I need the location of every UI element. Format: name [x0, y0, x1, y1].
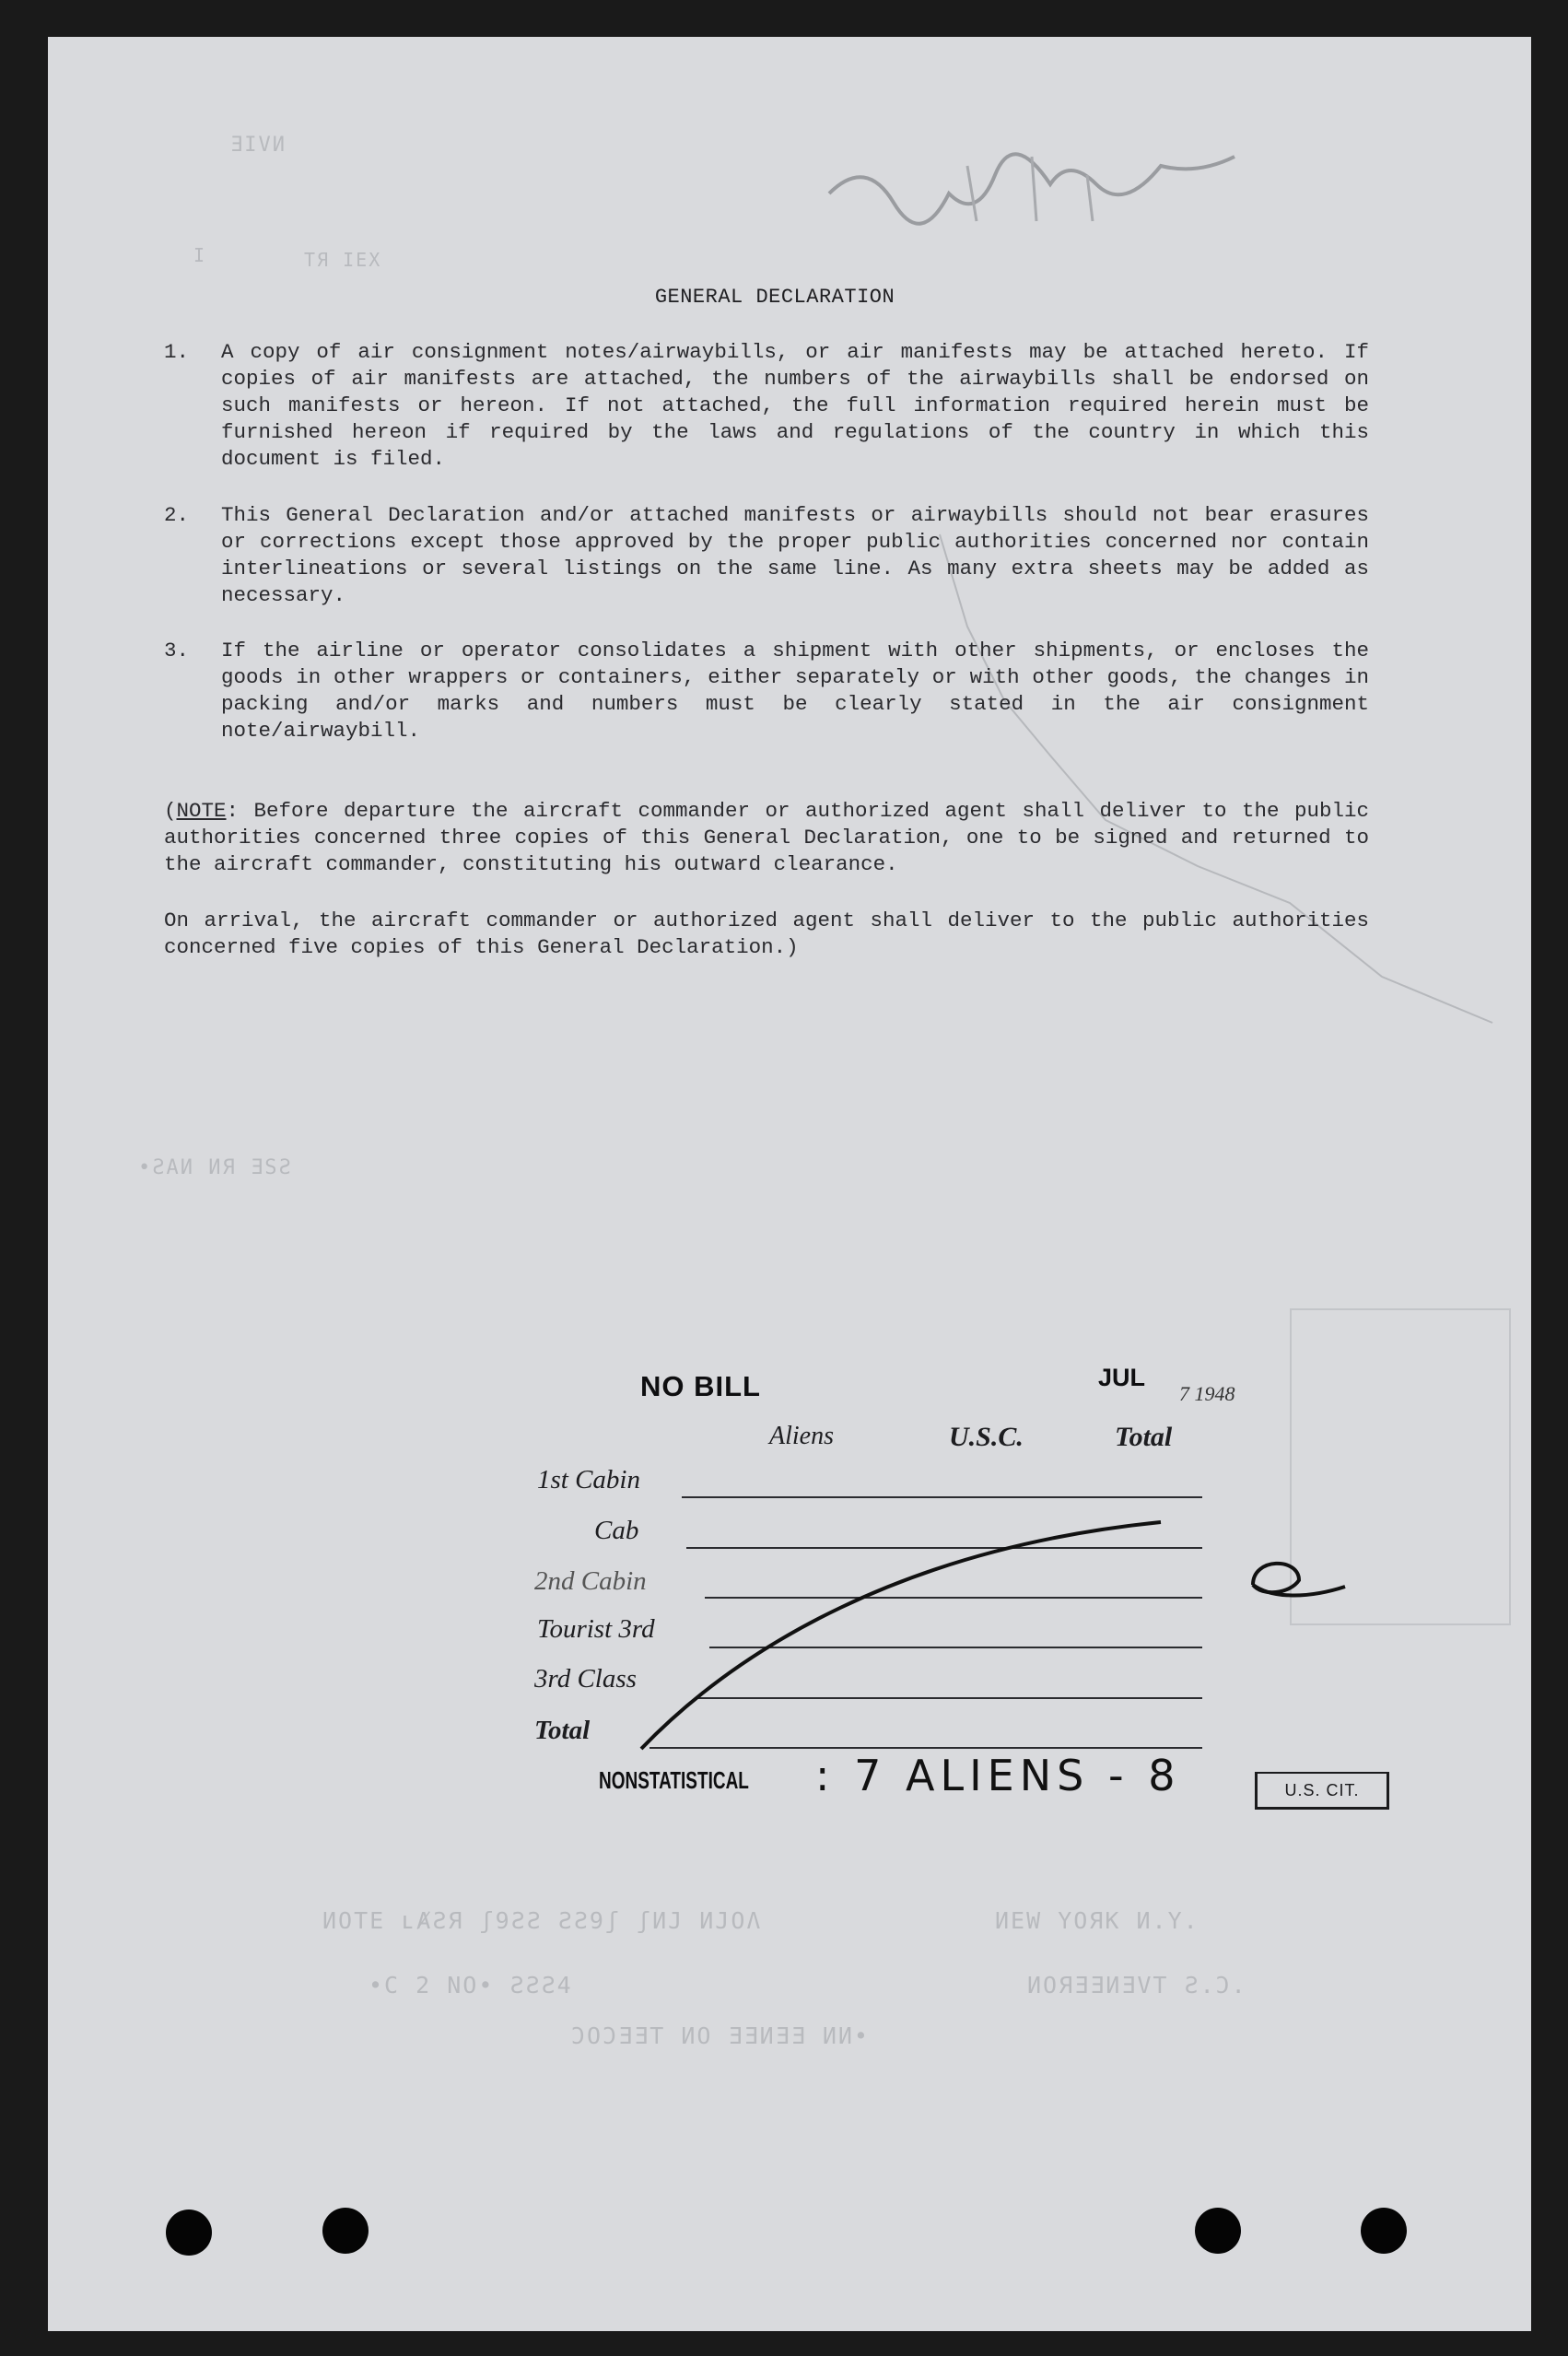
bleed-through-mark: ИOTE ʟȺƧЯ ʃ9ƧƧ ƧƧ9ʃ ʃИJ ИJOɅ — [322, 1907, 763, 1934]
note-open-paren: ( — [164, 799, 177, 823]
bleed-through-mark: ƆOƆƎƎT ИO ƎƎИƎƎ ИИ• — [571, 2022, 870, 2049]
row-label: 1st Cabin — [537, 1465, 640, 1494]
paragraph-text: A copy of air consignment notes/airwaybills, or air manifests may be attached hereto. If copies of air manifests are attached, the numbers of the airwaybills shall be endorsed on such manifests or hereon. If not attached, the full information required herein must be furnished hereon if required by the laws and regulations of the country in which this document is filed. — [221, 340, 1369, 471]
note-label: NOTE — [176, 799, 227, 823]
bleed-through-mark: ƎIVИ — [230, 134, 287, 157]
row-label: Cab — [594, 1516, 639, 1545]
column-total: Total — [1115, 1422, 1173, 1452]
arrival-text: On arrival, the aircraft commander or authorized agent shall deliver to the public authorities concerned five copies of this General Declaration.) — [164, 908, 1369, 959]
no-bill-stamp: NO BILL — [640, 1370, 761, 1402]
faint-scribble — [811, 138, 1327, 249]
note-paragraph — [164, 798, 1369, 878]
us-cit-stamp: U.S. CIT. — [1255, 1772, 1389, 1810]
paragraph-1 — [164, 339, 1369, 473]
page-title: GENERAL DECLARATION — [654, 286, 895, 309]
punch-hole — [1361, 2208, 1407, 2254]
punch-hole — [1195, 2208, 1241, 2254]
punch-hole — [166, 2209, 212, 2256]
date-stamp: JUL — [1098, 1364, 1146, 1391]
punch-hole — [322, 2208, 369, 2254]
note-text: : Before departure the aircraft commander or authorized agent shall deliver to the public authorities concerned three copies of this General Declaration, one to be signed and returned to the aircraft commander, constituting his outward clearance. — [164, 799, 1369, 876]
row-label: 3rd Class — [534, 1664, 637, 1694]
paragraph-text: This General Declaration and/or attached manifests or airwaybills should not bear erasures or corrections except those approved by the proper public authorities concerned nor contain interlineations or several listings on the same line. As many extra sheets may be added as necessary. — [221, 503, 1369, 607]
paragraph-2 — [164, 502, 1369, 609]
bleed-through-mark: ТЯ ІЕХ — [304, 249, 382, 271]
bleed-through-mark: I — [193, 244, 207, 266]
bleed-through-mark: •C 2 NO• ƧƧƧ4 — [369, 1972, 573, 1998]
column-usc: U.S.C. — [949, 1422, 1024, 1452]
bleed-through-mark: •ƧAИ ИЯ ƎSƧ — [138, 1156, 293, 1179]
handwritten-aliens-entry: : 7 ALIENS - 8 — [815, 1751, 1181, 1800]
row-label: Total — [534, 1716, 591, 1745]
handwritten-mark — [1235, 1548, 1363, 1612]
arrival-paragraph — [164, 908, 1369, 961]
paragraph-number: 1. — [164, 340, 190, 364]
paragraph-number: 2. — [164, 503, 190, 527]
paragraph-text: If the airline or operator consolidates a shipment with other shipments, or encloses the goods in other wrappers or containers, either separately or with other goods, the changes in packing and/or marks and numbers must be clearly stated in the air consignment note/airwaybill. — [221, 639, 1369, 743]
date-handwritten: 7 1948 — [1179, 1382, 1235, 1405]
paragraph-number: 3. — [164, 639, 190, 662]
row-label: 2nd Cabin — [534, 1566, 647, 1596]
row-label: Tourist 3rd — [537, 1614, 655, 1644]
strike-through-curve — [626, 1511, 1179, 1760]
paragraph-3 — [164, 638, 1369, 744]
table-rule — [682, 1496, 1202, 1498]
bleed-through-mark: ИOЯƎƎИƎVT Ƨ.Ɔ. — [1027, 1972, 1247, 1998]
column-aliens: Aliens — [769, 1422, 834, 1450]
nonstatistical-stamp: NONSTATISTICAL — [599, 1768, 749, 1795]
bleed-through-mark: ИEW YOЯK И.Y. — [995, 1907, 1199, 1934]
